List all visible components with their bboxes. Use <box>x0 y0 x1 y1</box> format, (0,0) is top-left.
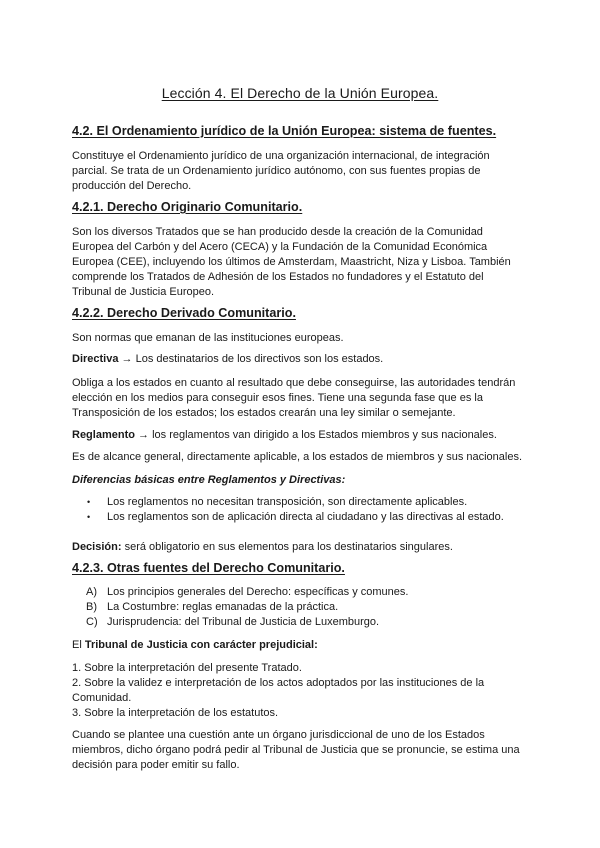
directiva-definition <box>72 351 532 367</box>
tribunal-bold-text: Tribunal de Justicia con carácter prejudicial: <box>84 639 318 651</box>
paragraph-line: Comunidad. <box>72 692 132 704</box>
directiva-arrow-text: → Los destinatarios de los directivos son los estados. <box>118 353 384 365</box>
paragraph-line: miembros, dicho órgano podrá pedir al Tribunal de Justicia que se pronuncie, se estima una <box>72 744 520 756</box>
list-item-text: Los reglamentos son de aplicación directa al ciudadano y las directivas al estado. <box>107 511 504 523</box>
reglamento-arrow-text: → los reglamentos van dirigido a los Estados miembros y sus nacionales. <box>134 429 497 441</box>
section-heading-4-2-3: 4.2.3. Otras fuentes del Derecho Comunitario. <box>72 561 345 575</box>
paragraph-line: Es de alcance general, directamente aplicable, a los estados de miembros y sus nacionales. <box>72 451 523 463</box>
paragraph-line: producción del Derecho. <box>72 180 192 192</box>
paragraph-line: Son normas que emanan de las instituciones europeas. <box>72 332 344 344</box>
list-marker: B) <box>86 601 97 613</box>
list-item-text: La Costumbre: reglas emanadas de la práctica. <box>107 601 339 613</box>
section-heading-4-2: 4.2. El Ordenamiento jurídico de la Unión Europea: sistema de fuentes. <box>72 124 497 138</box>
paragraph-line: comprende los Tratados de Adhesión de los Estados no fundadores y el Estatuto del <box>72 271 484 283</box>
paragraph-line: Europea del Carbón y del Acero (CECA) y la Fundación de la Comunidad Económica <box>72 241 488 253</box>
paragraph-line: 2. Sobre la validez e interpretación de los actos adoptados por las instituciones de la <box>72 677 485 689</box>
paragraph-line: parcial. Se trata de un Ordenamiento jurídico autónomo, con sus fuentes propias de <box>72 165 481 177</box>
reglamento-term: Reglamento <box>72 429 135 441</box>
diferencias-heading: Diferencias básicas entre Reglamentos y Directivas: <box>72 474 346 486</box>
section-heading-4-2-1: 4.2.1. Derecho Originario Comunitario. <box>72 200 303 214</box>
paragraph-line: Obliga a los estados en cuanto al resultado que debe conseguirse, las autoridades tendrán <box>72 377 516 389</box>
reglamento-definition <box>72 427 532 443</box>
paragraph-line: 3. Sobre la interpretación de los estatutos. <box>72 707 279 719</box>
paragraph-line: Cuando se plantee una cuestión ante un órgano jurisdiccional de uno de los Estados <box>72 729 485 741</box>
paragraph-line: Transposición de los estados; los estados crearán una ley similar o semejante. <box>72 407 456 419</box>
directiva-term: Directiva <box>72 353 119 365</box>
decision-text: será obligatorio en sus elementos para los destinatarios singulares. <box>121 541 453 553</box>
section-heading-4-2-2: 4.2.2. Derecho Derivado Comunitario. <box>72 306 296 320</box>
paragraph-line: Europea (CEE), incluyendo los últimos de Amsterdam, Maastricht, Niza y Lisboa. También <box>72 256 511 268</box>
list-item-text: Jurisprudencia: del Tribunal de Justicia de Luxemburgo. <box>107 616 380 628</box>
paragraph-line: 1. Sobre la interpretación del presente Tratado. <box>72 662 302 674</box>
paragraph-line: Constituye el Ordenamiento jurídico de una organización internacional, de integración <box>72 150 490 162</box>
list-item-text: Los reglamentos no necesitan transposición, son directamente aplicables. <box>107 496 468 508</box>
list-marker: A) <box>86 586 97 598</box>
decision-term: Decisión: <box>72 541 122 553</box>
bullet-icon: • <box>87 512 91 522</box>
list-item-text: Los principios generales del Derecho: específicas y comunes. <box>107 586 409 598</box>
paragraph-line: decisión para poder emitir su fallo. <box>72 759 240 771</box>
paragraph-line: Tribunal de Justicia Europeo. <box>72 286 215 298</box>
tribunal-prefix: El <box>72 639 85 651</box>
page-title: Lección 4. El Derecho de la Unión Europea. <box>161 85 439 101</box>
paragraph-line: elección en los medios para conseguir esos fines. Tiene una segunda fase que es la <box>72 392 483 404</box>
bullet-icon: • <box>87 497 91 507</box>
paragraph-line: Son los diversos Tratados que se han producido desde la creación de la Comunidad <box>72 226 483 238</box>
decision-definition <box>72 539 532 555</box>
list-marker: C) <box>86 616 98 628</box>
tribunal-heading <box>72 637 532 653</box>
